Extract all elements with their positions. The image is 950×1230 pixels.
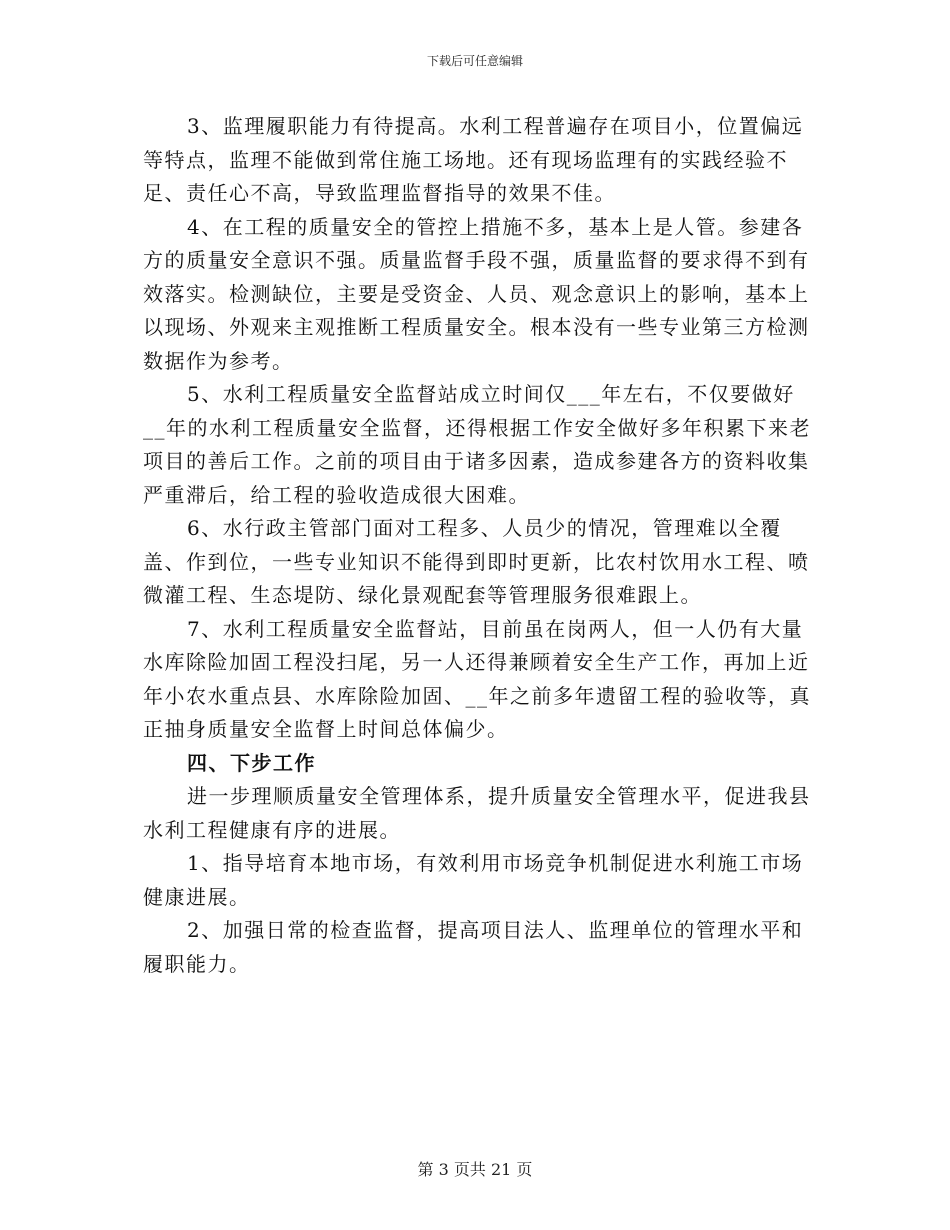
paragraph-item-5: 5、水利工程质量安全监督站成立时间仅___年左右，不仅要做好__年的水利工程质量安全监督，还得根据工作安全做好多年积累下来老项目的善后工作。之前的项目由于诸多因素，造成参建各方的资料收集严重滞后，给工程的验收造成很大困难。 [143, 382, 811, 507]
section-intro-paragraph: 进一步理顺质量安全管理体系，提升质量安全管理水平，促进我县水利工程健康有序的进展。 [143, 784, 811, 842]
page-number-footer: 第 3 页共 21 页 [417, 1160, 533, 1179]
paragraph-item-7: 7、水利工程质量安全监督站，目前虽在岗两人，但一人仍有大量水库除险加固工程没扫尾，另一人还得兼顾着安全生产工作，再加上近年小农水重点县、水库除险加固、__年之前多年遗留工程的验收等，真正抽身质量安全监督上时间总体偏少。 [143, 616, 811, 741]
paragraph-item-6: 6、水行政主管部门面对工程多、人员少的情况，管理难以全覆盖、作到位，一些专业知识不能得到即时更新，比农村饮用水工程、喷微灌工程、生态堤防、绿化景观配套等管理服务很难跟上。 [143, 516, 810, 607]
section-heading-next-steps: 四、下步工作 [187, 750, 316, 775]
page-header: 下载后可任意编辑 [426, 54, 523, 68]
paragraph-item-3: 3、监理履职能力有待提高。水利工程普遍存在项目小，位置偏远等特点，监理不能做到常住施工场地。还有现场监理有的实践经验不足、责任心不高，导致监理监督指导的效果不佳。 [143, 114, 804, 205]
next-step-item-2: 2、加强日常的检查监督，提高项目法人、监理单位的管理水平和履职能力。 [143, 918, 804, 976]
next-step-item-1: 1、指导培育本地市场，有效利用市场竞争机制促进水利施工市场健康进展。 [143, 851, 804, 909]
document-body [143, 110, 813, 981]
paragraph-item-4: 4、在工程的质量安全的管控上措施不多，基本上是人管。参建各方的质量安全意识不强。质量监督手段不强，质量监督的要求得不到有效落实。检测缺位，主要是受资金、人员、观念意识上的影响，基本上以现场、外观来主观推断工程质量安全。根本没有一些专业第三方检测数据作为参考。 [143, 214, 810, 373]
